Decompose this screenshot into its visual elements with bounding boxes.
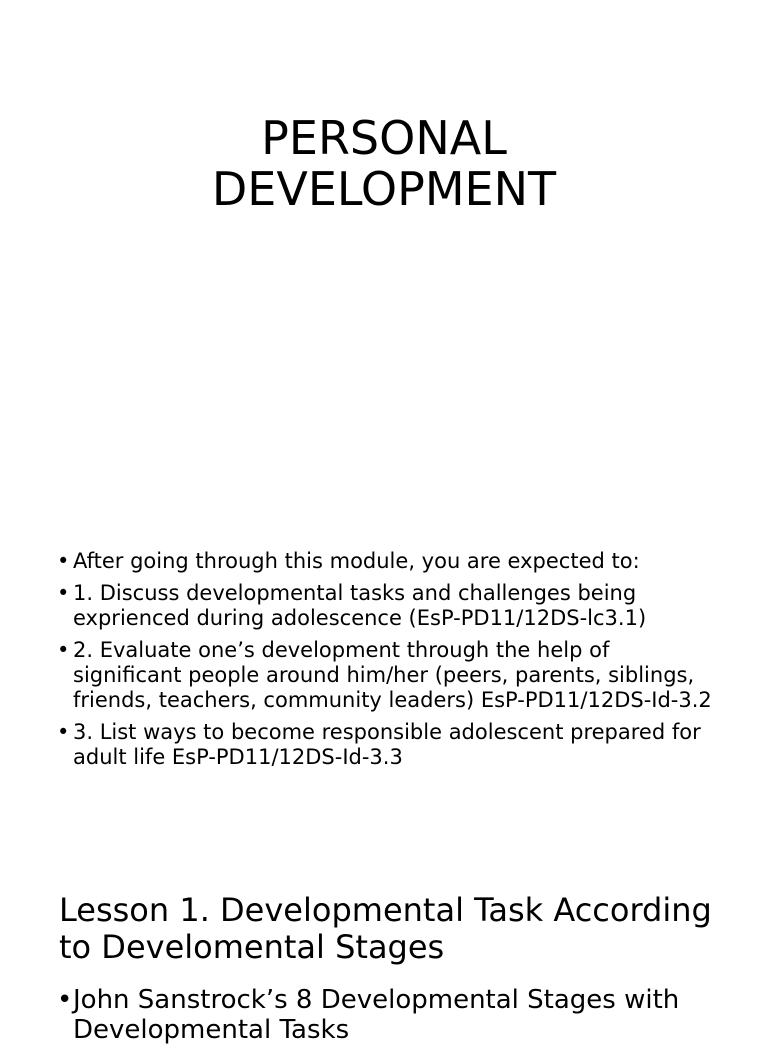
lesson-bullet-list: [57, 985, 737, 1045]
objectives-slide: [0, 520, 768, 860]
objective-intro: • After going through this module, you are expected to:: [57, 549, 722, 574]
slide-title: [0, 113, 768, 215]
lesson-slide: [0, 860, 768, 1045]
objective-item-1: • 1. Discuss developmental tasks and challenges being exprienced during adolescence (EsP-PD11/12DS-lc3.1): [57, 581, 722, 631]
title-line-2: DEVELOPMENT: [211, 162, 557, 216]
title-slide: [0, 0, 768, 520]
lesson-bullet-1: • John Sanstrock’s 8 Developmental Stages with Developmental Tasks: [57, 985, 737, 1045]
lesson-title: Lesson 1. Developmental Task According to Develomental Stages: [59, 891, 712, 966]
title-line-1: PERSONAL: [261, 111, 507, 165]
objective-item-3: • 3. List ways to become responsible adolescent prepared for adult life EsP-PD11/12DS-Id-3.3: [57, 720, 722, 770]
objective-item-2: • 2. Evaluate one’s development through the help of significant people around him/her (peers, parents, siblings, friends, teachers, community leaders) EsP-PD11/12DS-Id-3.2: [57, 638, 722, 713]
objectives-list: [57, 549, 722, 777]
